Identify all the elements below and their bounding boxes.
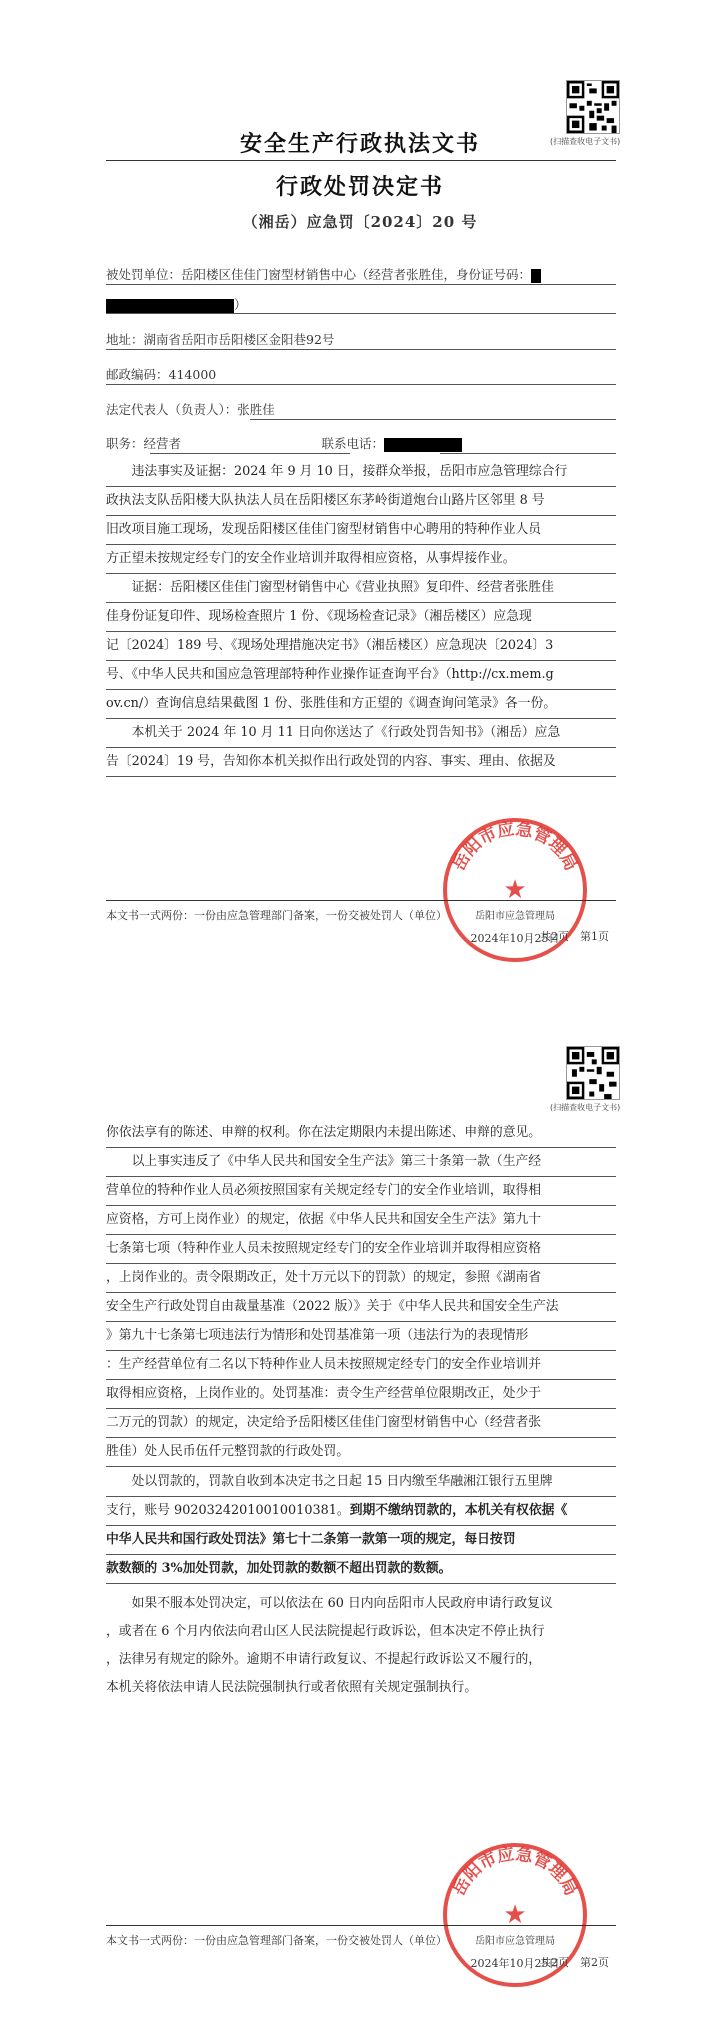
underline [440, 453, 616, 454]
svg-text:2024年10月25日: 2024年10月25日 [470, 1957, 560, 1970]
svg-text:岳阳市应急管理局: 岳阳市应急管理局 [449, 819, 581, 875]
svg-text:2024年10月25日: 2024年10月25日 [470, 932, 560, 945]
qr-code-icon[interactable] [566, 80, 620, 134]
title-divider [106, 160, 616, 161]
position-phone-field: 职务：经营者 联系电话： [106, 434, 616, 452]
postcode-field: 邮政编码：414000 [106, 367, 217, 382]
underline [106, 384, 616, 385]
underline [106, 284, 616, 285]
page-2 [0, 1020, 720, 2040]
address-field: 地址：湖南省岳阳市岳阳楼区金阳巷92号 [106, 332, 335, 347]
redacted-block [384, 438, 462, 452]
party-id-field: ） [106, 295, 616, 313]
footer-divider [106, 1925, 616, 1926]
doc-number: （湘岳）应急罚〔2024〕20 号 [242, 213, 478, 231]
appeal-paragraph: 如果不服本处罚决定，可以依法在 60 日内向岳阳市人民政府申请行政复议 ，或者在 6 个月内依法向君山区人民法院提起行政诉讼，但本决定不停止执行 ，法律另有规定的除外。逾期不申请行政复议、不提起行政诉讼又不履行的， 本机关将依法申请人民法院强制执行或者依照有关规定强制执行。 [106, 1596, 553, 1695]
redacted-block [106, 299, 234, 313]
svg-text:岳阳市应急管理局: 岳阳市应急管理局 [475, 1936, 555, 1947]
facts-paragraph: 违法事实及证据：2024 年 9 月 10 日，接群众举报，岳阳市应急管理综合行 政执法支队岳阳楼大队执法人员在岳阳楼区东茅岭街道炮台山路片区邻里 8 号 旧改项目施工现场，发现岳阳楼区佳佳门窗型材销售中心聘用的特种作业人员 方正望未按规定经专门的安全作业培训并取得相应资格，从事焊接作业。 证据：岳阳楼区佳佳门窗型材销售中心《营业执照》复印件、经营者张胜佳 佳身份证复印件、现场检查照片 1 份、《现场检查记录》（湘岳楼区）应急现 记〔2024〕189 号、《现场处理措施决定书》（湘岳楼区）应急现决〔2024〕3 号、《中华人民共和国应急管理部特种作业操作证查询平台》（http://cx.mem.g ov.cn/）查询信息结果截图 1 份、张胜佳和方正望的《调查询问笔录》各一份。 本机关于 2024 年 10 月 11 日向你送达了《行政处罚告知书》（湘岳）应急 告〔2024〕19 号，告知你本机关拟作出行政处罚的内容、事实、理由、依据及 [106, 458, 616, 777]
underline [250, 419, 616, 420]
redacted-block [531, 269, 541, 283]
decision-paragraph: 你依法享有的陈述、申辩的权利。你在法定期限内未提出陈述、申辩的意见。 以上事实违反了《中华人民共和国安全生产法》第三十条第一款（生产经 营单位的特种作业人员必须按照国家有关规定经专门的安全作业培训，取得相 应资格，方可上岗作业）的规定，依据《中华人民共和国安全生产法》第九十 七条第七项（特种作业人员未按照规定经专门的安全作业培训并取得相应资格 ，上岗作业的。责令限期改正，处十万元以下的罚款）的规定，参照《湖南省 安全生产行政处罚自由裁量基准（2022 版）》关于《中华人民共和国安全生产法 》第九十七条第七项违法行为情形和处罚基准第一项（违法行为的表现情形 ：生产经营单位有二名以下特种作业人员未按照规定经专门的安全作业培训并 取得相应资格，上岗作业的。处罚基准：责令生产经营单位限期改正，处少于 二万元的罚款）的规定，决定给予岳阳楼区佳佳门窗型材销售中心（经营者张 胜佳）处人民币伍仟元整罚款的行政处罚。 [106, 1119, 616, 1467]
qr-code-icon[interactable] [566, 1046, 620, 1100]
svg-text:岳阳市应急管理局: 岳阳市应急管理局 [475, 911, 555, 922]
footer-divider [106, 900, 616, 901]
doc-title: 行政处罚决定书 [275, 174, 444, 200]
underline [150, 453, 350, 454]
svg-text:★: ★ [503, 875, 527, 905]
svg-text:★: ★ [503, 1900, 527, 1930]
party-name-field: 被处罚单位：岳阳楼区佳佳门窗型材销售中心（经营者张胜佳，身份证号码： [106, 265, 616, 283]
qr-caption: (扫描查收电子文书) [550, 137, 621, 146]
qr-caption: (扫描查收电子文书) [550, 1103, 621, 1112]
legal-rep-field: 法定代表人（负责人）：张胜佳 [106, 402, 275, 417]
doc-category-title: 安全生产行政执法文书 [239, 131, 480, 157]
svg-text:岳阳市应急管理局: 岳阳市应急管理局 [449, 1844, 581, 1900]
underline [106, 313, 616, 314]
underline [106, 349, 616, 350]
page-1 [0, 0, 720, 1000]
page-number: 共2页 第1页 [540, 930, 609, 943]
footer-note: 本文书一式两份：一份由应急管理部门备案，一份交被处罚人（单位） [106, 1934, 447, 1947]
footer-note: 本文书一式两份：一份由应急管理部门备案，一份交被处罚人（单位） [106, 909, 447, 922]
payment-paragraph: 处以罚款的，罚款自收到本决定书之日起 15 日内缴至华融湘江银行五里牌 支行，账号 90203242010010010381。到期不缴纳罚款的，本机关有权依据《 中华人民共和国行政处罚法》第七十二条第一款第一项的规定，每日按罚 款数额的 3%加处罚款，加处罚款的数额不超出罚款的数额。 [106, 1468, 616, 1584]
page-number: 共2页 第2页 [540, 1956, 609, 1969]
